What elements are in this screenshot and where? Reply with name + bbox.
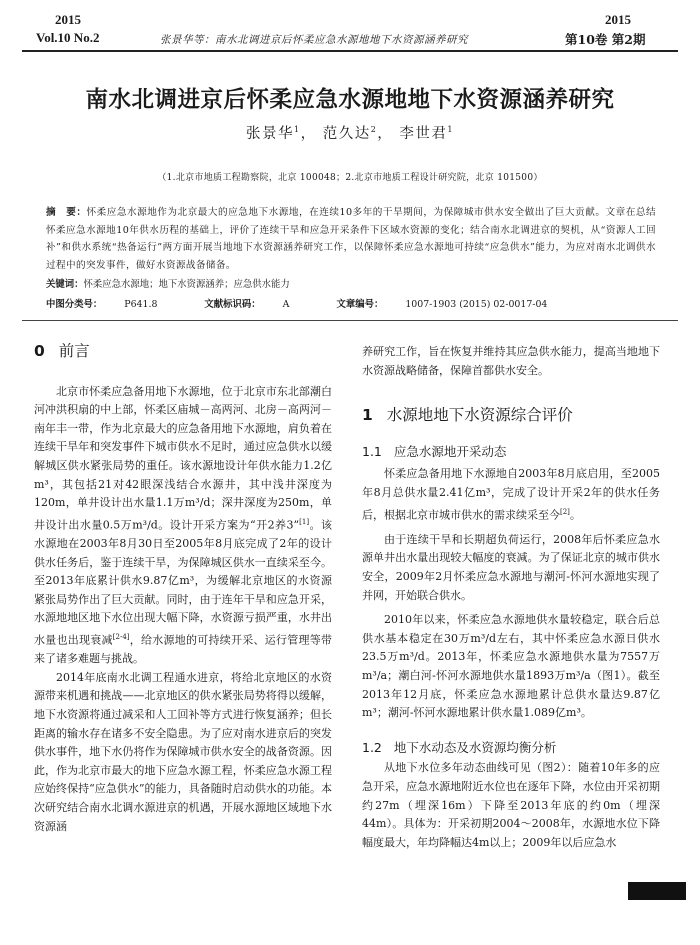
author-list (0, 122, 700, 143)
section-number: 1 (362, 406, 373, 425)
section-title: 水源地地下水资源综合评价 (386, 406, 573, 425)
paragraph-text: 。 (569, 508, 581, 522)
subsection-number: 1.2 (362, 739, 382, 755)
paragraph-text: 怀柔应急备用地下水源地自2003年8月底启用，至2005年8月总供水量2.41亿m³，完成了设计开采2年的供水任务后，根据北京市城市供水的需求续采至今 (362, 467, 660, 522)
author-separator: ， (377, 126, 394, 142)
abstract (46, 204, 656, 274)
subsection-number: 1.1 (362, 443, 382, 459)
author-sup: 1 (294, 125, 301, 135)
paragraph: 2014年底南水北调工程通水进京，将给北京地区的水资源带来机遇和挑战——北京地区的供水紧张局势将得以缓解，地下水资源将通过减采和人工回补等方式进行恢复涵养；但长距离的输水存在诸多不安全隐患。为了应对南水进京后的突发供水事件，地下水仍将作为保障城市供水安全的战备资源。因此，作为北京市最大的地下应急水源工程，怀柔应急水源工程应始终保持“应急供水”的能力，具备随时启动供水的功能。本次研究结合南水北调水源进京的机遇，开展水源地区域地下水资源涵 (34, 670, 332, 833)
clc-label: 中图分类号： (46, 299, 103, 310)
paragraph: 2010年以来，怀柔应急水源地供水量较稳定，联合后总供水基本稳定在30万m³/d左右，其中怀柔应急水源日供水23.5万m³/d。2013年，怀柔应急水源地供水量为7557万m³/a；潮白河-怀河水源地供水量1893万m³/a（图1）。截至2013年12月底，怀柔应急水源地累计总供水量达9.87亿m³；潮河-怀河水源地累计供水量1.089亿m³。 (362, 613, 660, 720)
keywords-text: 怀柔应急水源地；地下水资源涵养；应急供水能力 (83, 279, 290, 290)
running-title: 张景华等：南水北调进京后怀柔应急水源地地下水资源涵养研究 (160, 34, 468, 46)
paragraph (34, 383, 332, 669)
right-column (362, 343, 660, 852)
section-number: 0 (34, 342, 45, 360)
header-volume: Vol.10 No.2 (36, 30, 100, 45)
paragraph: 从地下水位多年动态曲线可见（图2）：随着10年多的应急开采，应急水源地附近水位也在逐年下降，水位由开采初期约27m（埋深16m）下降至2013年底的约0m（埋深44m）。具体为：开采初期2004～2008年，水源地水位下降幅度最大，年均降幅达4m以上；2009年以后应急水 (362, 761, 660, 849)
subsection-title: 应急水源地开采动态 (393, 443, 507, 459)
left-column (34, 342, 332, 836)
citation: [1] (299, 517, 310, 526)
header-rule (22, 50, 678, 52)
classification-row (46, 296, 656, 310)
paragraph (362, 465, 660, 524)
article-title: 南水北调进京后怀柔应急水源地地下水资源涵养研究 (85, 87, 615, 113)
author-sup: 2 (370, 125, 378, 135)
header-year-right: 2015 (605, 12, 631, 27)
citation: [2] (560, 507, 570, 516)
citation: [2-4] (112, 632, 130, 641)
subsection-heading (362, 739, 660, 758)
header-year-left: 2015 (55, 12, 81, 27)
keywords (46, 276, 656, 290)
doc-code-label: 文献标识码： (204, 299, 261, 310)
paragraph: 由于连续干旱和长期超负荷运行，2008年后怀柔应急水源单井出水量出现较大幅度的衰减。为了保证北京的城市供水安全，2009年2月怀柔应急水源地与潮河-怀河水源地实现了并网，开始联合供水。 (362, 532, 660, 602)
abstract-rule (22, 320, 678, 321)
doc-code-value: A (282, 299, 290, 310)
header-issue: 第10卷 第2期 (565, 32, 646, 47)
section-heading (362, 406, 660, 425)
author-sup: 1 (447, 125, 454, 135)
paragraph-text: 。该水源地在2003年8月30日至2005年8月底完成了2年的设计供水任务后，鉴于连续干旱，为保障城区供水一直续采至今。至2013年底累计供水9.87亿m³，为缓解北京地区的水资源紧张局势作出了巨大贡献。同时，由于连年干旱和应急开采，水源地地区地下水位出现大幅下降，水资源亏损严重，水井出水量也出现衰减 (34, 518, 332, 647)
affiliations: （1.北京市地质工程勘察院，北京 100048；2.北京市地质工程设计研究院，北京 101500） (157, 173, 543, 183)
clc-value: P641.8 (124, 299, 158, 310)
abstract-text: 怀柔应急水源地作为北京最大的应急地下水源地，在连续10多年的干旱期间，为保障城市供水安全做出了巨大贡献。文章在总结怀柔应急水源地10年供水历程的基础上，评价了连续干旱和应急开采条件下区域水资源的变化；结合南水北调进京的契机，从“资源人工回补”和供水系统“热备运行”两方面开展当地地下水资源涵养研究工作，以保障怀柔应急水源地可持续“应急供水”能力，为应对南水北调供水过程中的突发事件，做好水资源战备储备。 (46, 207, 656, 271)
paragraph-text: 北京市怀柔应急备用地下水源地，位于北京市东北部潮白河冲洪积扇的中上部，怀柔区庙城－高两河、北房－高两河－南年丰一带，作为北京最大的应急备用地下水源地，肩负着在连续干旱年和突发事件下城市供水不足时，通过应急供水以缓解城区供水紧张局势的重任。该水源地设计年供水能力1.2亿m³，其包括21对42眼深浅结合水源井，其中浅井深度为120m，单井设计出水量1.1万m³/d；深井深度为250m，单井设计出水量0.5万m³/d。设计开采方案为“开2养3” (34, 384, 332, 532)
author-name: 李世君 (399, 126, 448, 142)
section-heading (34, 342, 332, 361)
author-name: 张景华 (246, 126, 294, 142)
keywords-label: 关键词： (46, 279, 84, 290)
section-title: 前言 (58, 342, 90, 360)
author-separator: ， (300, 126, 317, 142)
article-number-value: 1007-1903 (2015) 02-0017-04 (405, 299, 548, 310)
subsection-title: 地下水动态及水资源均衡分析 (393, 739, 557, 755)
page-number-block (628, 882, 686, 900)
author-name: 范久达 (322, 126, 371, 142)
article-number-label: 文章编号： (336, 299, 384, 310)
abstract-label: 摘 要： (46, 207, 87, 218)
paragraph: 养研究工作，旨在恢复并维持其应急供水能力，提高当地地下水资源战略储备，保障首都供水安全。 (362, 345, 660, 377)
subsection-heading (362, 443, 660, 462)
paragraph-text: ，给水源地的可持续开采、运行管理等带来了诸多难题与挑战。 (34, 633, 333, 666)
